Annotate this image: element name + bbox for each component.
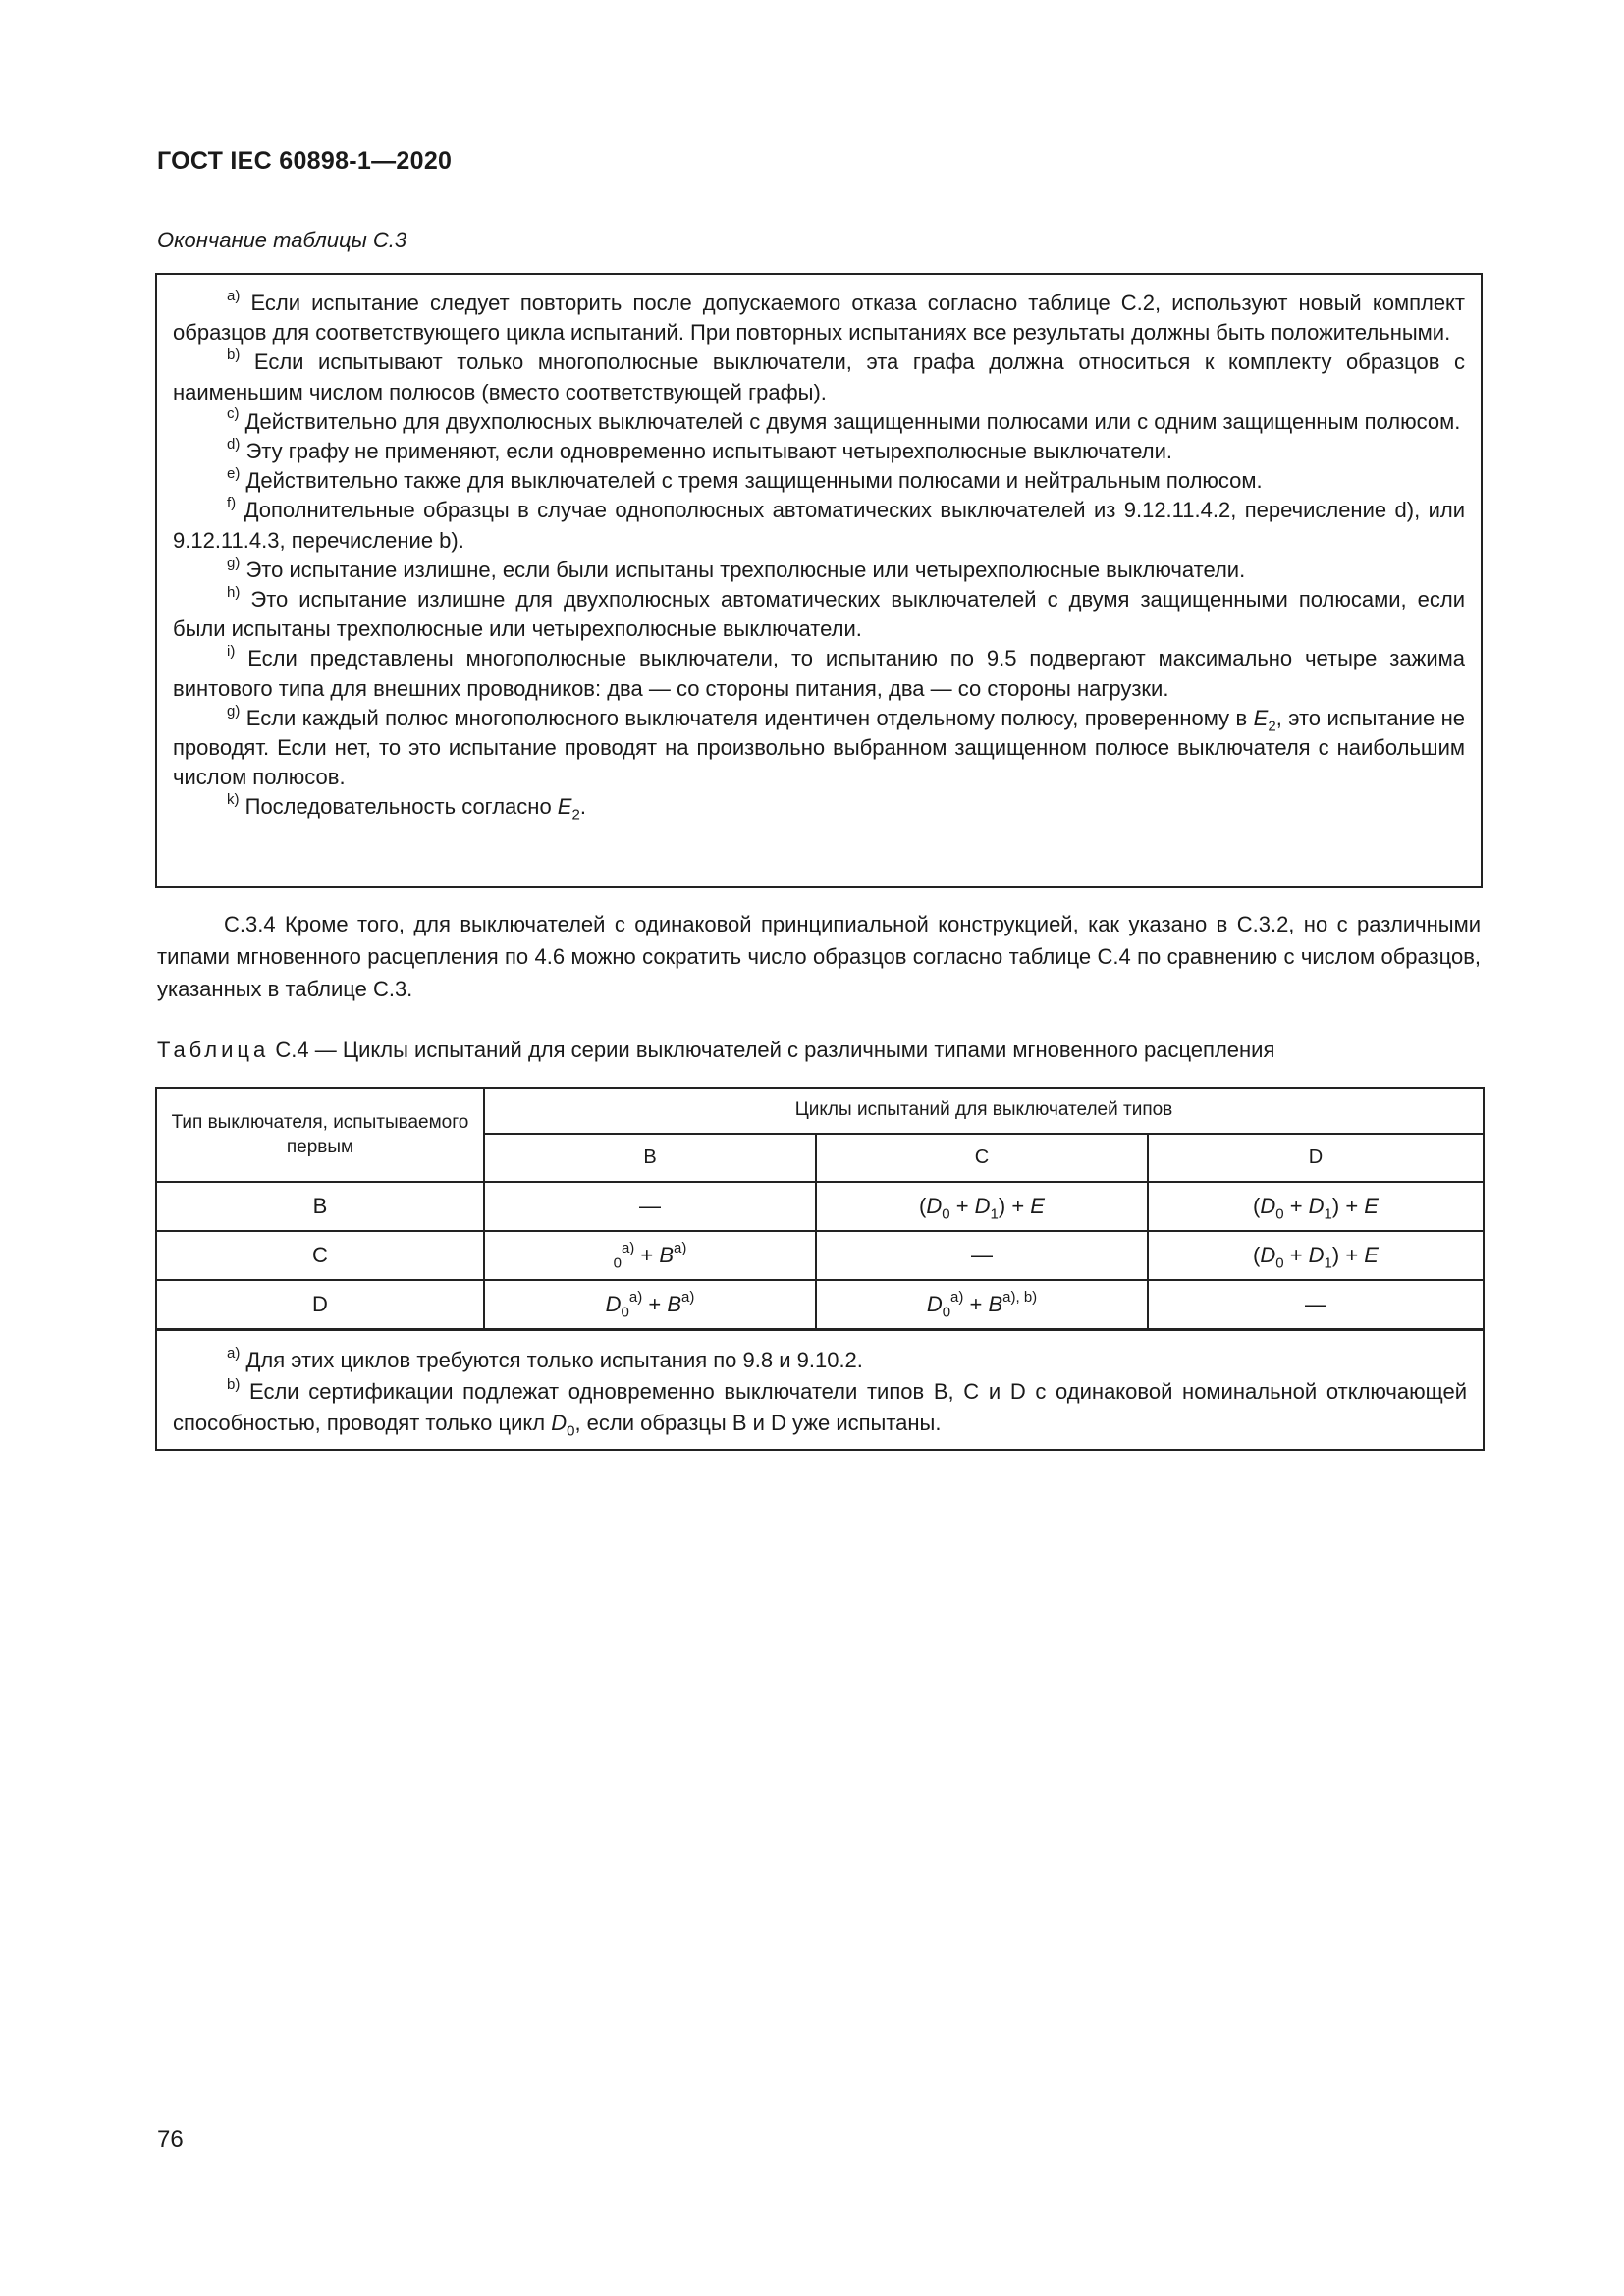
text-run: ) + xyxy=(998,1194,1031,1218)
superscript: a) xyxy=(628,1288,643,1306)
text-run: Дополнительные образцы в случае однополюсных автоматических выключателей из 9.12.11.4.2, перечисление d), или 9.12.11.4.3, перечисление b). xyxy=(173,498,1465,553)
table-c3-notes-list xyxy=(173,289,1465,823)
subscript: 2 xyxy=(571,806,580,824)
table-c4-header-row xyxy=(156,1088,1484,1134)
table-row xyxy=(156,1231,1484,1280)
table-c4-title xyxy=(157,1038,1274,1063)
subscript: 2 xyxy=(1268,718,1276,735)
italic-symbol: D xyxy=(926,1194,943,1218)
italic-symbol: B xyxy=(667,1292,681,1316)
table-c4-column-header: C xyxy=(816,1134,1148,1182)
footnote xyxy=(173,644,1465,703)
text-run: Действительно для двухполюсных выключателей с двумя защищенными полюсами или с одним защищенным полюсом. xyxy=(244,408,1461,434)
table-cell xyxy=(816,1182,1148,1231)
text-run: , если образцы B и D уже испытаны. xyxy=(574,1411,942,1435)
italic-symbol: B xyxy=(988,1292,1003,1316)
superscript: a) xyxy=(674,1239,687,1256)
footnote-marker: d) xyxy=(227,435,241,453)
footnote-marker: a) xyxy=(227,287,241,304)
paragraph-c3-4: C.3.4 Кроме того, для выключателей с одинаковой принципиальной конструкцией, как указано в C.3.2, но с различными типами мгновенного расцепления по 4.6 можно сократить число образцов согласно таблице C.4 по сравнению с числом образцов, указанных в таблице C.3. xyxy=(157,912,1481,1001)
text-run: ) + xyxy=(1331,1243,1365,1267)
footnote-marker: e) xyxy=(227,464,241,482)
italic-symbol: D xyxy=(605,1292,622,1316)
text-run: Если каждый полюс многополюсного выключателя идентичен отдельному полюсу, проверенному в xyxy=(245,705,1254,730)
subscript: 0 xyxy=(567,1422,575,1440)
subscript: 0 xyxy=(613,1255,622,1272)
text-run: , это испытание не проводят. Если нет, то это испытание проводят на произвольно выбранном защищенном полюсе выключателя с наибольшим числом полюсов. xyxy=(173,705,1465,790)
table-c4-header-cycles: Циклы испытаний для выключателей типов xyxy=(484,1088,1484,1134)
text-run: Если представлены многополюсные выключатели, то испытанию по 9.5 подвергают максимально четыре зажима винтового типа для внешних проводников: два — со стороны питания, два — со стороны нагрузки. xyxy=(173,646,1465,701)
footnote-marker: f) xyxy=(227,495,237,512)
table-cell xyxy=(816,1280,1148,1330)
subscript: 1 xyxy=(990,1205,999,1223)
table-cell xyxy=(1148,1182,1484,1231)
footnote-marker: b) xyxy=(227,1375,241,1393)
text-run: ( xyxy=(1253,1194,1261,1218)
table-cell xyxy=(484,1231,816,1280)
italic-symbol: D xyxy=(551,1411,568,1435)
text-run: ) + xyxy=(1331,1194,1365,1218)
text-run: + xyxy=(949,1194,975,1218)
table-row xyxy=(156,1280,1484,1330)
superscript: a) xyxy=(621,1239,635,1256)
text-run: — xyxy=(1305,1292,1326,1316)
footnote xyxy=(173,1376,1467,1439)
text-run: Если испытывают только многополюсные выключатели, эта графа должна относиться к комплекту образцов с наименьшим числом полюсов (вместо соответствующей графы). xyxy=(173,349,1465,404)
text-run: . xyxy=(579,794,586,820)
italic-symbol: D xyxy=(1308,1194,1325,1218)
footnote xyxy=(173,407,1465,437)
text-run: Это испытание излишне для двухполюсных автоматических выключателей с двумя защищенными полюсами, если были испытаны трехполюсные или четырехполюсные выключатели. xyxy=(173,587,1465,642)
table-cell xyxy=(816,1231,1148,1280)
footnote xyxy=(173,792,1465,822)
subscript: 1 xyxy=(1324,1255,1332,1272)
text-run: + xyxy=(1283,1194,1309,1218)
table-cell xyxy=(1148,1231,1484,1280)
superscript: a), b) xyxy=(1002,1288,1038,1306)
document-header: ГОСТ IEC 60898-1—2020 xyxy=(157,147,453,175)
text-run: + xyxy=(642,1292,668,1316)
table-c4-column-header: D xyxy=(1148,1134,1484,1182)
footnote-marker: h) xyxy=(227,583,241,601)
table-c4-column-header: B xyxy=(484,1134,816,1182)
subscript: 0 xyxy=(1275,1205,1284,1223)
footnote xyxy=(173,289,1465,347)
text-run: + xyxy=(1283,1243,1309,1267)
table-c4-row-type: B xyxy=(156,1182,484,1231)
text-run: — xyxy=(971,1243,993,1267)
footnote xyxy=(173,556,1465,585)
subscript: 0 xyxy=(1275,1255,1284,1272)
footnote-marker: i) xyxy=(227,643,236,661)
text-run: Действительно также для выключателей с тремя защищенными полюсами и нейтральным полюсом. xyxy=(245,468,1263,494)
subscript: 0 xyxy=(942,1304,951,1321)
footnote-marker: a) xyxy=(227,1344,241,1362)
table-cell xyxy=(484,1182,816,1231)
footnote xyxy=(173,585,1465,644)
footnote-marker: k) xyxy=(227,791,240,809)
table-c4-title-prefix: Таблица xyxy=(157,1038,270,1062)
text-run: + xyxy=(634,1243,660,1267)
footnote xyxy=(173,466,1465,496)
italic-symbol: B xyxy=(659,1243,675,1267)
table-c4-row-type: D xyxy=(156,1280,484,1330)
table-c4-footnotes xyxy=(156,1330,1484,1451)
table-c4 xyxy=(155,1087,1485,1451)
footnote-marker: c) xyxy=(227,405,240,423)
text-run: Это испытание излишне, если были испытаны трехполюсные или четырехполюсные выключатели. xyxy=(245,557,1246,582)
table-row xyxy=(156,1182,1484,1231)
italic-symbol: E xyxy=(1364,1194,1379,1218)
footnote xyxy=(173,1345,1467,1376)
subscript: 0 xyxy=(621,1304,629,1321)
text-run: Для этих циклов требуются только испытания по 9.8 и 9.10.2. xyxy=(245,1348,863,1372)
table-continuation-label: Окончание таблицы C.3 xyxy=(157,228,407,252)
footnote xyxy=(173,496,1465,555)
table-c4-row-type: C xyxy=(156,1231,484,1280)
table-cell xyxy=(484,1280,816,1330)
text-run: + xyxy=(963,1292,989,1316)
italic-symbol: E xyxy=(1364,1243,1379,1267)
italic-symbol: E xyxy=(1030,1194,1045,1218)
footnote xyxy=(173,704,1465,793)
footnote-marker: g) xyxy=(227,554,241,571)
italic-symbol: D xyxy=(1308,1243,1325,1267)
italic-symbol: E xyxy=(557,794,572,820)
superscript: a) xyxy=(950,1288,964,1306)
footnote xyxy=(173,437,1465,466)
subscript: 1 xyxy=(1324,1205,1332,1223)
text-run: Если сертификации подлежат одновременно выключатели типов B, C и D с одинаковой номинальной отключающей способностью, проводят только цикл xyxy=(173,1379,1468,1435)
footnote xyxy=(173,347,1465,406)
italic-symbol: D xyxy=(974,1194,991,1218)
superscript: a) xyxy=(681,1288,695,1306)
table-c4-header-type: Тип выключателя, испытываемого первым xyxy=(156,1088,484,1182)
text-run: Если испытание следует повторить после допускаемого отказа согласно таблице C.2, используют новый комплект образцов для соответствующего цикла испытаний. При повторных испытаниях все результаты должны быть положительными. xyxy=(173,291,1465,346)
table-cell xyxy=(1148,1280,1484,1330)
italic-symbol: D xyxy=(1260,1243,1276,1267)
text-run: ( xyxy=(919,1194,927,1218)
text-run: ( xyxy=(1253,1243,1261,1267)
table-c3-notes-box xyxy=(155,273,1483,888)
footnote-marker: g) xyxy=(227,702,241,720)
italic-symbol: D xyxy=(1260,1194,1276,1218)
italic-symbol: E xyxy=(1253,705,1269,730)
text-run: Последовательность согласно xyxy=(244,794,558,820)
subscript: 0 xyxy=(942,1205,950,1223)
table-c4-footnotes-row xyxy=(156,1330,1484,1451)
table-c4-title-text: C.4 — Циклы испытаний для серии выключателей с различными типами мгновенного расцепления xyxy=(269,1038,1275,1062)
text-run: — xyxy=(639,1194,661,1218)
text-run: Эту графу не применяют, если одновременно испытывают четырехполюсные выключатели. xyxy=(245,439,1172,464)
page-number: 76 xyxy=(157,2126,184,2153)
footnote-marker: b) xyxy=(227,347,241,364)
italic-symbol: D xyxy=(926,1292,943,1316)
